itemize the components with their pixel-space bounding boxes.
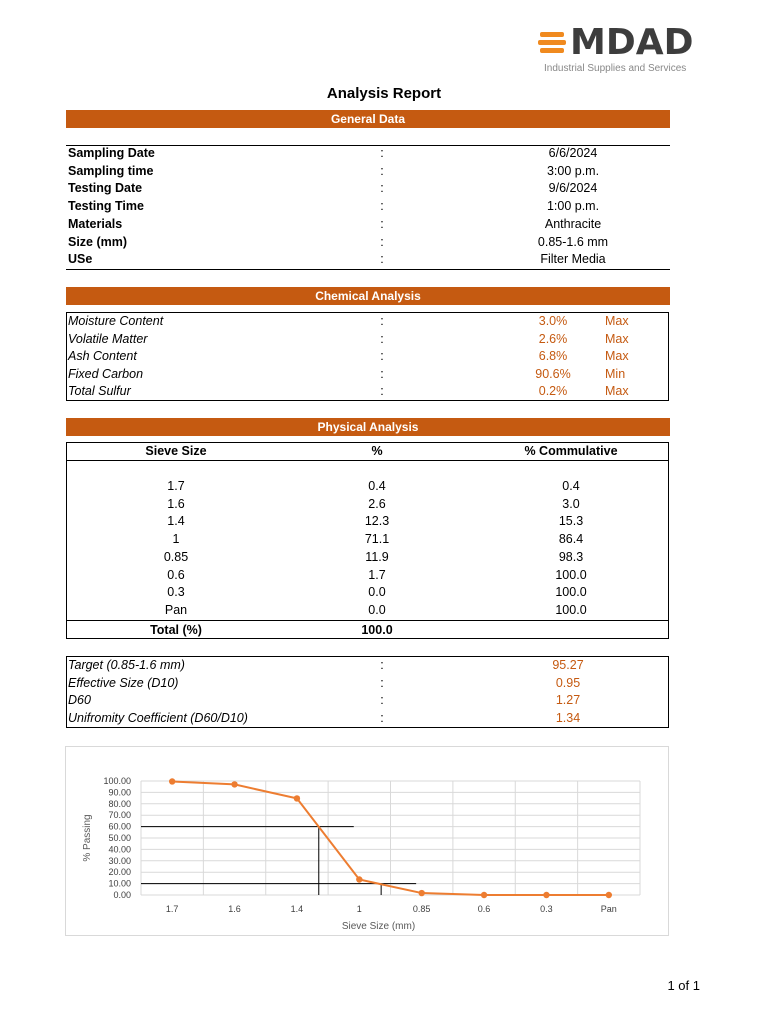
header-cumulative: % Commulative bbox=[524, 444, 618, 458]
y-tick-label: 100.00 bbox=[103, 776, 131, 786]
x-tick-label: 1.6 bbox=[228, 904, 241, 914]
general-row bbox=[68, 216, 668, 233]
y-tick-label: 80.00 bbox=[108, 798, 131, 809]
y-axis-title: % Passing bbox=[82, 814, 93, 862]
chemical-label: Total Sulfur bbox=[68, 384, 131, 399]
general-row bbox=[68, 145, 668, 162]
gradation-chart bbox=[66, 747, 668, 935]
y-tick-label: 60.00 bbox=[108, 821, 131, 832]
table-cell: 100.0 bbox=[555, 602, 587, 617]
table-row bbox=[66, 602, 670, 619]
table-row bbox=[66, 584, 670, 601]
table-cell: 3.0 bbox=[562, 496, 580, 511]
chemical-label: Volatile Matter bbox=[68, 331, 148, 346]
colon: : bbox=[380, 384, 384, 399]
general-value: 1:00 p.m. bbox=[546, 199, 600, 214]
chemical-value: 0.2% bbox=[538, 384, 568, 399]
general-label: Sampling Date bbox=[68, 146, 155, 160]
report-title: Analysis Report bbox=[326, 85, 442, 102]
sieve-total-row bbox=[66, 622, 670, 639]
data-point bbox=[231, 781, 237, 787]
y-tick-label: 70.00 bbox=[108, 810, 131, 821]
table-cell: 0.0 bbox=[368, 602, 386, 617]
x-tick-label: 1.4 bbox=[290, 904, 304, 914]
data-point bbox=[294, 795, 300, 801]
table-cell: 11.9 bbox=[365, 549, 389, 564]
table-cell: 98.3 bbox=[558, 549, 584, 564]
general-label: Size (mm) bbox=[68, 234, 128, 249]
general-value: 0.85-1.6 mm bbox=[537, 234, 609, 249]
general-row bbox=[68, 163, 668, 180]
table-cell: 1 bbox=[172, 532, 180, 547]
colon: : bbox=[380, 181, 384, 196]
table-row bbox=[66, 567, 670, 584]
y-tick-label: 50.00 bbox=[108, 833, 131, 843]
y-tick-label: 30.00 bbox=[108, 855, 131, 866]
colon: : bbox=[380, 366, 384, 381]
x-tick-label: 0.3 bbox=[540, 904, 553, 914]
summary-value: 1.27 bbox=[555, 693, 581, 708]
summary-value: 0.95 bbox=[555, 675, 581, 690]
chemical-row bbox=[68, 313, 668, 330]
table-cell: 0.3 bbox=[167, 585, 185, 600]
table-row bbox=[66, 513, 670, 530]
summary-label: D60 bbox=[68, 693, 91, 708]
data-point bbox=[169, 778, 175, 784]
table-cell: 0.0 bbox=[368, 585, 386, 600]
x-tick-label: 0.6 bbox=[477, 904, 491, 914]
summary-row bbox=[68, 710, 668, 727]
chemical-row bbox=[68, 348, 668, 365]
table-cell: 2.6 bbox=[368, 496, 386, 511]
table-row bbox=[66, 531, 670, 548]
general-label: Testing Date bbox=[68, 181, 143, 196]
chemical-limit: Min bbox=[605, 366, 626, 381]
header-sieve-size: Sieve Size bbox=[145, 444, 207, 458]
chemical-row bbox=[68, 366, 668, 383]
table-cell: 12.3 bbox=[364, 514, 390, 529]
chemical-limit: Max bbox=[605, 314, 629, 328]
general-value: 3:00 p.m. bbox=[546, 163, 600, 178]
table-cell: 0.4 bbox=[562, 479, 580, 493]
table-cell: 1.7 bbox=[368, 567, 386, 582]
colon: : bbox=[380, 146, 384, 160]
y-tick-label: 10.00 bbox=[108, 878, 131, 889]
x-tick-label: 1 bbox=[356, 904, 362, 914]
colon: : bbox=[380, 693, 384, 708]
y-tick-label: 0.00 bbox=[113, 890, 131, 900]
sieve-header-rule bbox=[66, 460, 669, 461]
table-cell: 100.0 bbox=[555, 567, 587, 582]
colon: : bbox=[380, 314, 384, 328]
chemical-value: 3.0% bbox=[538, 314, 568, 328]
chemical-limit: Max bbox=[605, 384, 629, 399]
table-cell: 15.3 bbox=[558, 514, 584, 529]
section-general-data: General Data bbox=[66, 110, 670, 128]
general-row bbox=[68, 251, 668, 268]
chemical-row bbox=[68, 331, 668, 348]
logo-wordmark: MDAD bbox=[570, 22, 694, 63]
colon: : bbox=[380, 675, 384, 690]
general-value: 6/6/2024 bbox=[548, 146, 598, 160]
table-row bbox=[66, 478, 670, 495]
general-label: USe bbox=[68, 252, 93, 267]
colon: : bbox=[380, 658, 384, 672]
table-cell: 0.4 bbox=[368, 479, 386, 493]
table-row bbox=[66, 496, 670, 513]
general-label: Materials bbox=[68, 216, 123, 231]
colon: : bbox=[380, 331, 384, 346]
table-cell: 0.85 bbox=[163, 549, 189, 564]
table-cell: 1.6 bbox=[167, 496, 185, 511]
general-row bbox=[68, 198, 668, 215]
colon: : bbox=[380, 234, 384, 249]
total-value: 100.0 bbox=[361, 623, 393, 637]
total-label: Total (%) bbox=[150, 623, 202, 637]
general-label: Sampling time bbox=[68, 163, 154, 178]
header-percent: % bbox=[371, 444, 383, 458]
summary-row bbox=[68, 657, 668, 674]
general-value: Filter Media bbox=[540, 252, 606, 267]
colon: : bbox=[380, 710, 384, 725]
general-value: Anthracite bbox=[544, 216, 602, 231]
chart-frame bbox=[65, 746, 669, 936]
logo-tagline: Industrial Supplies and Services bbox=[544, 63, 687, 74]
colon: : bbox=[380, 252, 384, 267]
y-tick-label: 20.00 bbox=[108, 867, 131, 878]
company-logo bbox=[538, 22, 708, 76]
logo-stripes-icon bbox=[538, 30, 574, 58]
chemical-value: 6.8% bbox=[538, 349, 568, 364]
table-cell: Pan bbox=[164, 602, 188, 617]
data-point bbox=[481, 892, 487, 898]
chemical-limit: Max bbox=[605, 349, 629, 364]
chemical-label: Moisture Content bbox=[68, 314, 164, 328]
general-bottom-rule bbox=[66, 269, 670, 270]
table-cell: 71.1 bbox=[364, 532, 390, 547]
sieve-table-header bbox=[66, 443, 670, 460]
chemical-value: 2.6% bbox=[538, 331, 568, 346]
summary-value: 1.34 bbox=[555, 710, 581, 725]
sieve-total-rule bbox=[66, 620, 669, 621]
y-tick-label: 40.00 bbox=[108, 844, 131, 855]
summary-value: 95.27 bbox=[552, 658, 584, 672]
summary-row bbox=[68, 692, 668, 709]
page-number: 1 of 1 bbox=[667, 978, 700, 993]
y-tick-label: 90.00 bbox=[108, 787, 131, 798]
summary-label: Unifromity Coefficient (D60/D10) bbox=[68, 710, 248, 725]
x-tick-label: Pan bbox=[600, 904, 617, 914]
x-tick-label: 1.7 bbox=[165, 904, 179, 914]
data-point bbox=[418, 890, 424, 896]
table-cell: 86.4 bbox=[558, 532, 584, 547]
chemical-row bbox=[68, 383, 668, 400]
summary-label: Target (0.85-1.6 mm) bbox=[68, 658, 185, 672]
general-row bbox=[68, 180, 668, 197]
general-row bbox=[68, 234, 668, 251]
table-cell: 100.0 bbox=[555, 585, 587, 600]
x-axis-title: Sieve Size (mm) bbox=[341, 921, 416, 932]
colon: : bbox=[380, 349, 384, 364]
general-value: 9/6/2024 bbox=[548, 181, 598, 196]
section-chemical-analysis: Chemical Analysis bbox=[66, 287, 670, 305]
colon: : bbox=[380, 163, 384, 178]
data-point bbox=[543, 892, 549, 898]
colon: : bbox=[380, 216, 384, 231]
data-point bbox=[606, 892, 612, 898]
x-tick-label: 0.85 bbox=[412, 904, 431, 914]
section-physical-analysis: Physical Analysis bbox=[66, 418, 670, 436]
summary-row bbox=[68, 675, 668, 692]
data-point bbox=[356, 876, 362, 882]
table-cell: 1.7 bbox=[167, 479, 185, 493]
chemical-value: 90.6% bbox=[535, 366, 571, 381]
colon: : bbox=[380, 199, 384, 214]
summary-label: Effective Size (D10) bbox=[68, 675, 179, 690]
chemical-limit: Max bbox=[605, 331, 629, 346]
general-label: Testing Time bbox=[68, 199, 144, 214]
chemical-label: Ash Content bbox=[68, 349, 137, 364]
table-cell: 0.6 bbox=[167, 567, 185, 582]
table-row bbox=[66, 549, 670, 566]
table-cell: 1.4 bbox=[167, 514, 185, 529]
chemical-label: Fixed Carbon bbox=[68, 366, 144, 381]
